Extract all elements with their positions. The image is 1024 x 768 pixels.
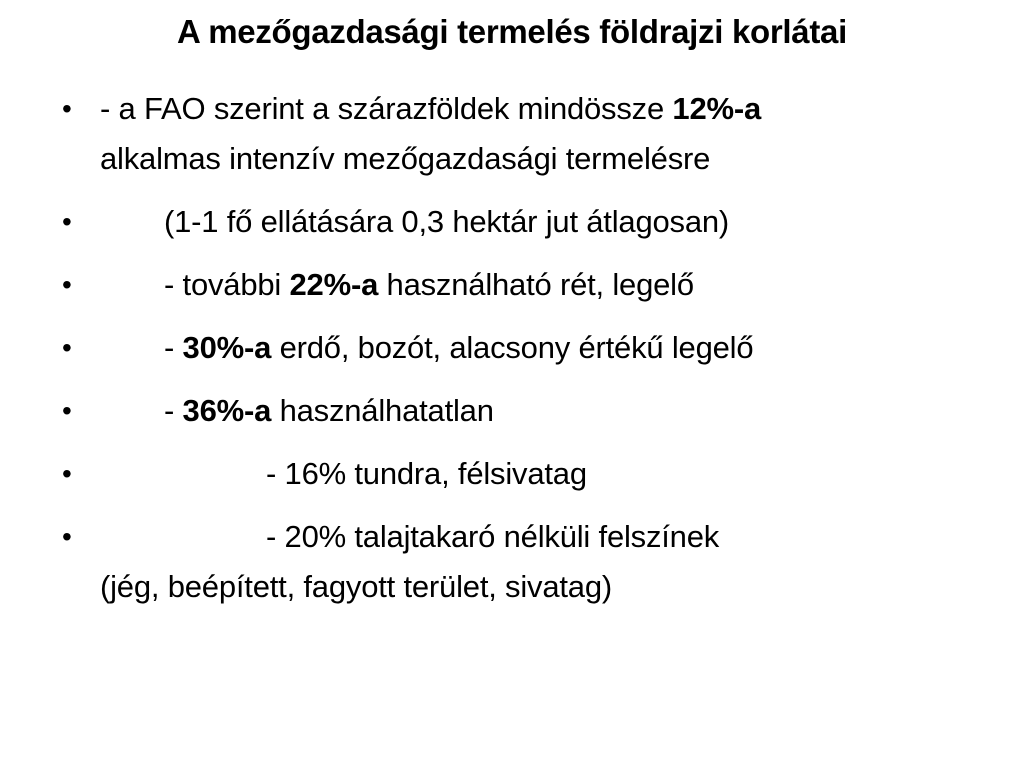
bullet-text: (1-1 fő ellátására 0,3 hektár jut átlagosan) (164, 204, 730, 239)
list-item (62, 84, 982, 184)
bullet-icon: • (62, 332, 72, 363)
bullet-icon: • (62, 269, 72, 300)
bullet-icon: • (62, 458, 72, 489)
bullet-text: használhatatlan (271, 393, 494, 428)
bullet-text: - további (164, 267, 290, 302)
bullet-highlight: 12%-a (672, 91, 762, 126)
bullet-text-continued: (jég, beépített, fagyott terület, sivatag) (100, 569, 613, 604)
bullet-text: használható rét, legelő (378, 267, 694, 302)
list-item (62, 449, 982, 499)
bullet-text: - 20% talajtakaró nélküli felszínek (266, 519, 720, 554)
bullet-text: erdő, bozót, alacsony értékű legelő (271, 330, 754, 365)
list-item (62, 512, 982, 612)
bullet-icon: • (62, 206, 72, 237)
list-item (62, 386, 982, 436)
list-item (62, 260, 982, 310)
bullet-icon: • (62, 93, 72, 124)
list-item (62, 323, 982, 373)
bullet-highlight: 36%-a (182, 393, 272, 428)
bullet-text: - a FAO szerint a szárazföldek mindössze (100, 91, 673, 126)
bullet-icon: • (62, 395, 72, 426)
bullet-list (62, 84, 982, 625)
bullet-text: - (164, 330, 183, 365)
list-item (62, 197, 982, 247)
bullet-text: - (164, 393, 183, 428)
bullet-highlight: 30%-a (182, 330, 272, 365)
bullet-highlight: 22%-a (289, 267, 379, 302)
bullet-icon: • (62, 521, 72, 552)
bullet-text-continued: alkalmas intenzív mezőgazdasági termelésre (100, 141, 711, 176)
slide-title: A mezőgazdasági termelés földrajzi korlátai (177, 13, 847, 50)
bullet-line (100, 84, 982, 134)
bullet-text: - 16% tundra, félsivatag (266, 456, 587, 491)
